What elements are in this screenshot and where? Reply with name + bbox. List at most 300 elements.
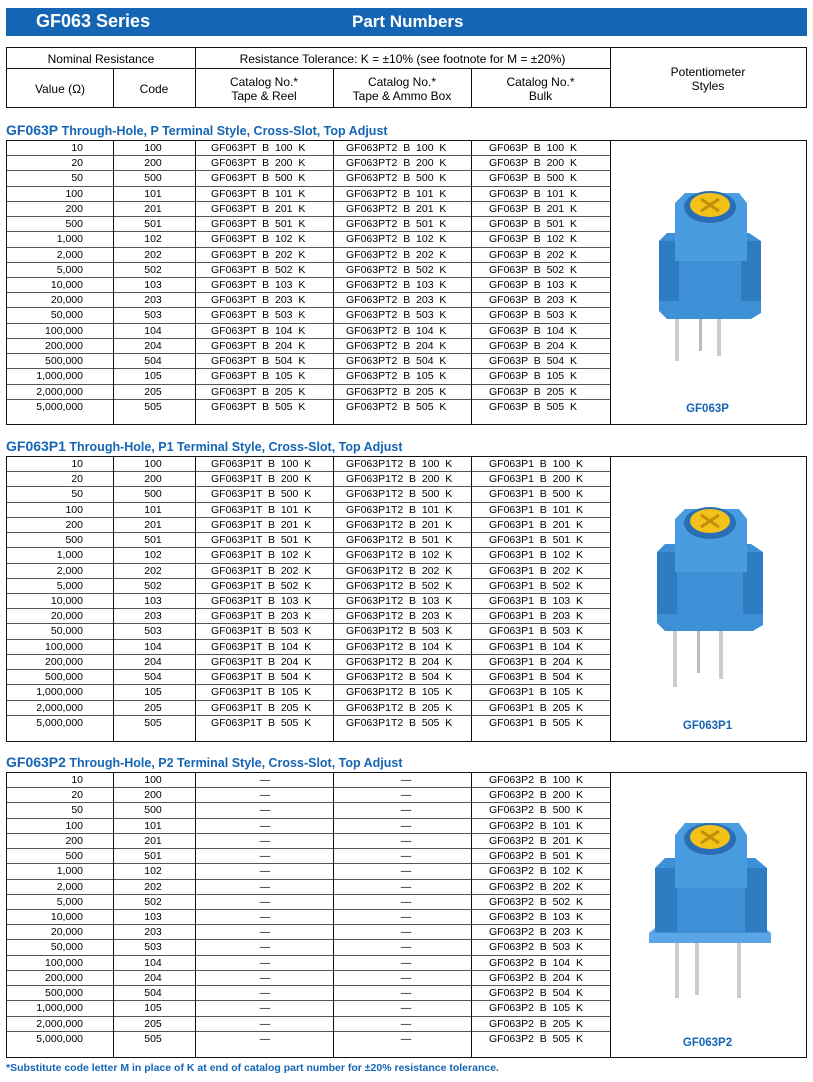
tape-ammo-cell: GF063PT2 B 500 K <box>346 172 447 185</box>
tape-reel-cell: GF063P1T B 505 K <box>211 716 312 729</box>
tape-reel-cell: GF063PT B 501 K <box>211 218 306 231</box>
value-cell: 200,000 <box>45 655 83 668</box>
header-styles-1: Potentiometer <box>670 65 746 79</box>
bulk-cell: GF063P2 B 201 K <box>489 834 583 847</box>
tape-reel-cell: GF063P1T B 204 K <box>211 655 312 668</box>
tape-ammo-cell: GF063P1T2 B 104 K <box>346 640 453 653</box>
value-cell: 5,000 <box>56 895 83 908</box>
table-row <box>7 925 610 940</box>
tape-ammo-cell: GF063PT2 B 105 K <box>346 370 447 383</box>
tape-ammo-cell: GF063P1T2 B 203 K <box>346 610 453 623</box>
table-row <box>7 640 610 655</box>
value-cell: 10,000 <box>50 594 83 607</box>
tape-ammo-cell: GF063PT2 B 102 K <box>346 233 447 246</box>
value-cell: 50,000 <box>50 941 83 954</box>
bulk-cell: GF063P2 B 101 K <box>489 819 583 832</box>
bulk-cell: GF063P1 B 100 K <box>489 458 583 470</box>
table-row <box>7 1017 610 1032</box>
series-title: GF063 Series <box>36 11 151 31</box>
tape-reel-cell: GF063PT B 100 K <box>211 142 306 154</box>
tape-ammo-cell: — <box>400 789 412 802</box>
tape-ammo-cell: GF063P1T2 B 202 K <box>346 564 453 577</box>
table-row <box>7 202 610 217</box>
value-cell: 20 <box>71 157 83 170</box>
part-table-gf063p2 <box>6 772 807 1058</box>
table-row <box>7 533 610 548</box>
tape-reel-cell: — <box>259 804 271 817</box>
tape-reel-cell: GF063P1T B 203 K <box>211 610 312 623</box>
code-cell: 102 <box>144 549 162 562</box>
table-row <box>7 716 610 731</box>
table-row <box>7 773 610 788</box>
table-row <box>7 548 610 563</box>
code-cell: 100 <box>144 774 162 786</box>
table-row <box>7 503 610 518</box>
value-cell: 50 <box>71 172 83 185</box>
bulk-cell: GF063P B 504 K <box>489 355 577 368</box>
product-image-gf063p1 <box>609 457 806 741</box>
table-row <box>7 400 610 415</box>
value-cell: 1,000 <box>56 233 83 246</box>
value-cell: 100 <box>65 187 83 200</box>
tape-ammo-cell: GF063PT2 B 205 K <box>346 385 447 398</box>
tape-reel-cell: GF063PT B 203 K <box>211 294 306 307</box>
bulk-cell: GF063P2 B 500 K <box>489 804 583 817</box>
code-cell: 102 <box>144 233 162 246</box>
table-row <box>7 940 610 955</box>
tape-ammo-cell: GF063PT2 B 101 K <box>346 187 447 200</box>
bulk-cell: GF063P B 104 K <box>489 324 577 337</box>
bulk-cell: GF063P1 B 204 K <box>489 655 583 668</box>
tape-ammo-cell: — <box>400 910 412 923</box>
bulk-cell: GF063P B 502 K <box>489 263 577 276</box>
tape-ammo-cell: GF063P1T2 B 103 K <box>346 594 453 607</box>
header-value: Value (Ω) <box>34 82 86 96</box>
code-cell: 205 <box>144 1017 162 1030</box>
tape-reel-cell: GF063PT B 503 K <box>211 309 306 322</box>
tape-ammo-cell: — <box>400 926 412 939</box>
code-cell: 200 <box>144 157 162 170</box>
tape-reel-cell: — <box>259 987 271 1000</box>
value-cell: 500 <box>65 218 83 231</box>
value-cell: 20,000 <box>50 294 83 307</box>
code-cell: 104 <box>144 640 162 653</box>
header-bulk-2: Bulk <box>528 89 553 103</box>
tape-reel-cell: GF063PT B 500 K <box>211 172 306 185</box>
tape-ammo-cell: GF063PT2 B 204 K <box>346 339 447 352</box>
bulk-cell: GF063P B 102 K <box>489 233 577 246</box>
tape-ammo-cell: GF063P1T2 B 204 K <box>346 655 453 668</box>
tape-ammo-cell: — <box>400 1032 412 1045</box>
table-row <box>7 670 610 685</box>
style-label-gf063p2: GF063P2 <box>682 1037 733 1049</box>
bulk-cell: GF063P1 B 201 K <box>489 518 583 531</box>
bulk-cell: GF063P1 B 200 K <box>489 473 583 486</box>
tape-ammo-cell: — <box>400 971 412 984</box>
tape-ammo-cell: GF063PT2 B 103 K <box>346 278 447 291</box>
bulk-cell: GF063P B 505 K <box>489 400 577 413</box>
code-cell: 500 <box>144 172 162 185</box>
code-cell: 505 <box>144 400 162 413</box>
bulk-cell: GF063P B 200 K <box>489 157 577 170</box>
bulk-cell: GF063P2 B 105 K <box>489 1002 583 1015</box>
tape-ammo-cell: GF063PT2 B 203 K <box>346 294 447 307</box>
table-row <box>7 1032 610 1047</box>
value-cell: 1,000 <box>56 549 83 562</box>
part-table-gf063p1 <box>6 456 807 742</box>
table-row <box>7 624 610 639</box>
tape-reel-cell: GF063PT B 202 K <box>211 248 306 261</box>
table-row <box>7 1001 610 1016</box>
code-cell: 202 <box>144 880 162 893</box>
tape-reel-cell: — <box>259 850 271 863</box>
tape-reel-cell: GF063P1T B 500 K <box>211 488 312 501</box>
bulk-cell: GF063P1 B 104 K <box>489 640 583 653</box>
table-row <box>7 579 610 594</box>
table-row <box>7 864 610 879</box>
bulk-cell: GF063P1 B 505 K <box>489 716 583 729</box>
tape-ammo-cell: GF063P1T2 B 500 K <box>346 488 453 501</box>
code-cell: 500 <box>144 488 162 501</box>
bulk-cell: GF063P2 B 504 K <box>489 987 583 1000</box>
bulk-cell: GF063P2 B 204 K <box>489 971 583 984</box>
tape-reel-cell: GF063P1T B 201 K <box>211 518 312 531</box>
header-tape-ammo-2: Tape & Ammo Box <box>352 89 452 103</box>
bulk-cell: GF063P1 B 101 K <box>489 503 583 516</box>
table-row <box>7 217 610 232</box>
code-cell: 103 <box>144 910 162 923</box>
value-cell: 500,000 <box>45 671 83 684</box>
tape-reel-cell: GF063PT B 505 K <box>211 400 306 413</box>
table-row <box>7 278 610 293</box>
bulk-cell: GF063P1 B 503 K <box>489 625 583 638</box>
code-cell: 501 <box>144 850 162 863</box>
bulk-cell: GF063P1 B 501 K <box>489 534 583 547</box>
tape-reel-cell: GF063PT B 502 K <box>211 263 306 276</box>
code-cell: 104 <box>144 324 162 337</box>
header-tape-ammo-1: Catalog No.* <box>367 75 437 89</box>
tape-ammo-cell: GF063P1T2 B 205 K <box>346 701 453 714</box>
bulk-cell: GF063P1 B 502 K <box>489 579 583 592</box>
tape-reel-cell: — <box>259 941 271 954</box>
column-header <box>6 47 807 108</box>
value-cell: 1,000,000 <box>36 686 83 699</box>
tape-reel-cell: — <box>259 956 271 969</box>
value-cell: 200,000 <box>45 971 83 984</box>
table-row <box>7 834 610 849</box>
tape-ammo-cell: GF063PT2 B 200 K <box>346 157 447 170</box>
code-cell: 505 <box>144 1032 162 1045</box>
tape-reel-cell: GF063P1T B 502 K <box>211 579 312 592</box>
table-row <box>7 849 610 864</box>
table-row <box>7 701 610 716</box>
code-cell: 203 <box>144 926 162 939</box>
value-cell: 50 <box>71 804 83 817</box>
table-row <box>7 339 610 354</box>
table-row <box>7 971 610 986</box>
style-label-gf063p: GF063P <box>686 403 729 415</box>
value-cell: 2,000,000 <box>36 701 83 714</box>
section-title-gf063p2: GF063P2 Through-Hole, P2 Terminal Style, Cross-Slot, Top Adjust <box>6 754 403 770</box>
tape-reel-cell: — <box>259 926 271 939</box>
tape-reel-cell: GF063PT B 102 K <box>211 233 306 246</box>
bulk-cell: GF063P1 B 504 K <box>489 671 583 684</box>
value-cell: 500,000 <box>45 355 83 368</box>
bulk-cell: GF063P2 B 501 K <box>489 850 583 863</box>
value-cell: 2,000 <box>56 564 83 577</box>
tape-ammo-cell: — <box>400 1002 412 1015</box>
tape-reel-cell: GF063PT B 504 K <box>211 355 306 368</box>
code-cell: 204 <box>144 339 162 352</box>
bulk-cell: GF063P2 B 502 K <box>489 895 583 908</box>
bulk-cell: GF063P B 204 K <box>489 339 577 352</box>
tape-ammo-cell: GF063P1T2 B 201 K <box>346 518 453 531</box>
code-cell: 504 <box>144 671 162 684</box>
tape-ammo-cell: — <box>400 987 412 1000</box>
bulk-cell: GF063P2 B 103 K <box>489 910 583 923</box>
table-row <box>7 788 610 803</box>
value-cell: 200 <box>65 834 83 847</box>
tape-ammo-cell: GF063PT2 B 104 K <box>346 324 447 337</box>
table-row <box>7 986 610 1001</box>
table-row <box>7 609 610 624</box>
tape-reel-cell: GF063P1T B 102 K <box>211 549 312 562</box>
tape-reel-cell: — <box>259 774 271 786</box>
series-banner <box>6 8 807 36</box>
tape-ammo-cell: — <box>400 865 412 878</box>
tape-ammo-cell: GF063PT2 B 505 K <box>346 400 447 413</box>
tape-reel-cell: — <box>259 834 271 847</box>
tape-ammo-cell: — <box>400 819 412 832</box>
value-cell: 20 <box>71 473 83 486</box>
tape-reel-cell: — <box>259 1002 271 1015</box>
part-numbers-title: Part Numbers <box>352 12 464 31</box>
bulk-cell: GF063P B 105 K <box>489 370 577 383</box>
tape-ammo-cell: — <box>400 804 412 817</box>
value-cell: 50,000 <box>50 309 83 322</box>
table-row <box>7 385 610 400</box>
value-cell: 2,000,000 <box>36 385 83 398</box>
value-cell: 500 <box>65 534 83 547</box>
code-cell: 203 <box>144 294 162 307</box>
value-cell: 5,000,000 <box>36 716 83 729</box>
bulk-cell: GF063P B 203 K <box>489 294 577 307</box>
tape-ammo-cell: — <box>400 941 412 954</box>
table-row <box>7 564 610 579</box>
code-cell: 500 <box>144 804 162 817</box>
value-cell: 20 <box>71 789 83 802</box>
bulk-cell: GF063P2 B 100 K <box>489 774 583 786</box>
potentiometer-gf063p1-image <box>609 457 806 707</box>
tape-ammo-cell: GF063PT2 B 501 K <box>346 218 447 231</box>
style-label-gf063p1: GF063P1 <box>682 720 733 732</box>
value-cell: 50 <box>71 488 83 501</box>
code-cell: 105 <box>144 686 162 699</box>
tape-reel-cell: GF063P1T B 205 K <box>211 701 312 714</box>
bulk-cell: GF063P1 B 202 K <box>489 564 583 577</box>
potentiometer-gf063p-image <box>609 141 806 391</box>
tape-reel-cell: — <box>259 1017 271 1030</box>
tape-ammo-cell: GF063PT2 B 502 K <box>346 263 447 276</box>
table-row <box>7 655 610 670</box>
code-cell: 503 <box>144 309 162 322</box>
tape-reel-cell: GF063PT B 101 K <box>211 187 306 200</box>
value-cell: 5,000,000 <box>36 400 83 413</box>
value-cell: 200 <box>65 518 83 531</box>
tape-reel-cell: — <box>259 895 271 908</box>
code-cell: 201 <box>144 518 162 531</box>
tape-reel-cell: GF063P1T B 100 K <box>211 458 312 470</box>
header-tolerance: Resistance Tolerance: K = ±10% (see footnote for M = ±20%) <box>239 52 566 66</box>
footnote: *Substitute code letter M in place of K at end of catalog part number for ±20% resistance tolerance. <box>6 1062 499 1074</box>
code-cell: 200 <box>144 473 162 486</box>
value-cell: 500 <box>65 850 83 863</box>
table-row <box>7 457 610 472</box>
tape-ammo-cell: GF063PT2 B 504 K <box>346 355 447 368</box>
code-cell: 100 <box>144 458 162 470</box>
tape-reel-cell: — <box>259 971 271 984</box>
bulk-cell: GF063P2 B 102 K <box>489 865 583 878</box>
table-row <box>7 910 610 925</box>
table-row <box>7 248 610 263</box>
code-cell: 502 <box>144 579 162 592</box>
value-cell: 1,000 <box>56 865 83 878</box>
bulk-cell: GF063P1 B 105 K <box>489 686 583 699</box>
value-cell: 100 <box>65 503 83 516</box>
code-cell: 103 <box>144 594 162 607</box>
code-cell: 100 <box>144 142 162 154</box>
tape-reel-cell: GF063P1T B 200 K <box>211 473 312 486</box>
code-cell: 102 <box>144 865 162 878</box>
code-cell: 201 <box>144 834 162 847</box>
bulk-cell: GF063P B 503 K <box>489 309 577 322</box>
tape-ammo-cell: GF063P1T2 B 200 K <box>346 473 453 486</box>
code-cell: 203 <box>144 610 162 623</box>
code-cell: 504 <box>144 987 162 1000</box>
table-row <box>7 487 610 502</box>
value-cell: 10 <box>71 774 83 786</box>
value-cell: 2,000 <box>56 248 83 261</box>
bulk-cell: GF063P B 103 K <box>489 278 577 291</box>
value-cell: 500,000 <box>45 987 83 1000</box>
code-cell: 104 <box>144 956 162 969</box>
value-cell: 5,000,000 <box>36 1032 83 1045</box>
part-table-gf063p <box>6 140 807 425</box>
value-cell: 2,000 <box>56 880 83 893</box>
bulk-cell: GF063P2 B 205 K <box>489 1017 583 1030</box>
table-row <box>7 803 610 818</box>
tape-ammo-cell: GF063PT2 B 100 K <box>346 142 447 154</box>
value-cell: 100,000 <box>45 956 83 969</box>
code-cell: 101 <box>144 819 162 832</box>
value-cell: 2,000,000 <box>36 1017 83 1030</box>
value-cell: 50,000 <box>50 625 83 638</box>
bulk-cell: GF063P B 101 K <box>489 187 577 200</box>
tape-ammo-cell: — <box>400 774 412 786</box>
table-row <box>7 187 610 202</box>
code-cell: 200 <box>144 789 162 802</box>
table-row <box>7 594 610 609</box>
value-cell: 20,000 <box>50 926 83 939</box>
value-cell: 200 <box>65 202 83 215</box>
value-cell: 10,000 <box>50 278 83 291</box>
value-cell: 100 <box>65 819 83 832</box>
tape-ammo-cell: — <box>400 880 412 893</box>
tape-reel-cell: GF063PT B 104 K <box>211 324 306 337</box>
tape-reel-cell: GF063P1T B 501 K <box>211 534 312 547</box>
product-image-gf063p2 <box>609 773 806 1057</box>
tape-ammo-cell: GF063P1T2 B 101 K <box>346 503 453 516</box>
tape-ammo-cell: GF063PT2 B 202 K <box>346 248 447 261</box>
bulk-cell: GF063P B 500 K <box>489 172 577 185</box>
tape-ammo-cell: GF063P1T2 B 501 K <box>346 534 453 547</box>
value-cell: 1,000,000 <box>36 370 83 383</box>
tape-reel-cell: — <box>259 880 271 893</box>
tape-ammo-cell: GF063P1T2 B 502 K <box>346 579 453 592</box>
value-cell: 20,000 <box>50 610 83 623</box>
code-cell: 202 <box>144 248 162 261</box>
code-cell: 504 <box>144 355 162 368</box>
header-tape-reel-2: Tape & Reel <box>231 89 297 103</box>
tape-ammo-cell: GF063P1T2 B 504 K <box>346 671 453 684</box>
tape-reel-cell: GF063P1T B 103 K <box>211 594 312 607</box>
tape-ammo-cell: GF063P1T2 B 102 K <box>346 549 453 562</box>
tape-reel-cell: GF063P1T B 104 K <box>211 640 312 653</box>
tape-reel-cell: GF063P1T B 202 K <box>211 564 312 577</box>
table-row <box>7 369 610 384</box>
table-row <box>7 232 610 247</box>
tape-ammo-cell: GF063PT2 B 503 K <box>346 309 447 322</box>
tape-reel-cell: — <box>259 789 271 802</box>
tape-reel-cell: — <box>259 865 271 878</box>
table-row <box>7 685 610 700</box>
tape-ammo-cell: GF063PT2 B 201 K <box>346 202 447 215</box>
tape-ammo-cell: — <box>400 895 412 908</box>
code-cell: 502 <box>144 263 162 276</box>
value-cell: 100,000 <box>45 324 83 337</box>
bulk-cell: GF063P1 B 103 K <box>489 594 583 607</box>
code-cell: 204 <box>144 971 162 984</box>
tape-ammo-cell: GF063P1T2 B 100 K <box>346 458 453 470</box>
tape-ammo-cell: — <box>400 834 412 847</box>
code-cell: 105 <box>144 1002 162 1015</box>
table-row <box>7 956 610 971</box>
code-cell: 503 <box>144 941 162 954</box>
table-row <box>7 354 610 369</box>
tape-reel-cell: GF063PT B 204 K <box>211 339 306 352</box>
value-cell: 10,000 <box>50 910 83 923</box>
code-cell: 202 <box>144 564 162 577</box>
table-row <box>7 895 610 910</box>
code-cell: 501 <box>144 534 162 547</box>
value-cell: 200,000 <box>45 339 83 352</box>
tape-ammo-cell: — <box>400 956 412 969</box>
bulk-cell: GF063P1 B 205 K <box>489 701 583 714</box>
tape-ammo-cell: GF063P1T2 B 503 K <box>346 625 453 638</box>
tape-reel-cell: — <box>259 1032 271 1045</box>
tape-reel-cell: GF063PT B 103 K <box>211 278 306 291</box>
header-styles-2: Styles <box>691 79 725 93</box>
tape-reel-cell: GF063P1T B 503 K <box>211 625 312 638</box>
value-cell: 100,000 <box>45 640 83 653</box>
tape-reel-cell: GF063P1T B 101 K <box>211 503 312 516</box>
section-title-gf063p1: GF063P1 Through-Hole, P1 Terminal Style, Cross-Slot, Top Adjust <box>6 438 403 454</box>
table-row <box>7 518 610 533</box>
bulk-cell: GF063P2 B 503 K <box>489 941 583 954</box>
product-image-gf063p <box>609 141 806 424</box>
header-bulk-1: Catalog No.* <box>506 75 575 89</box>
table-row <box>7 141 610 156</box>
